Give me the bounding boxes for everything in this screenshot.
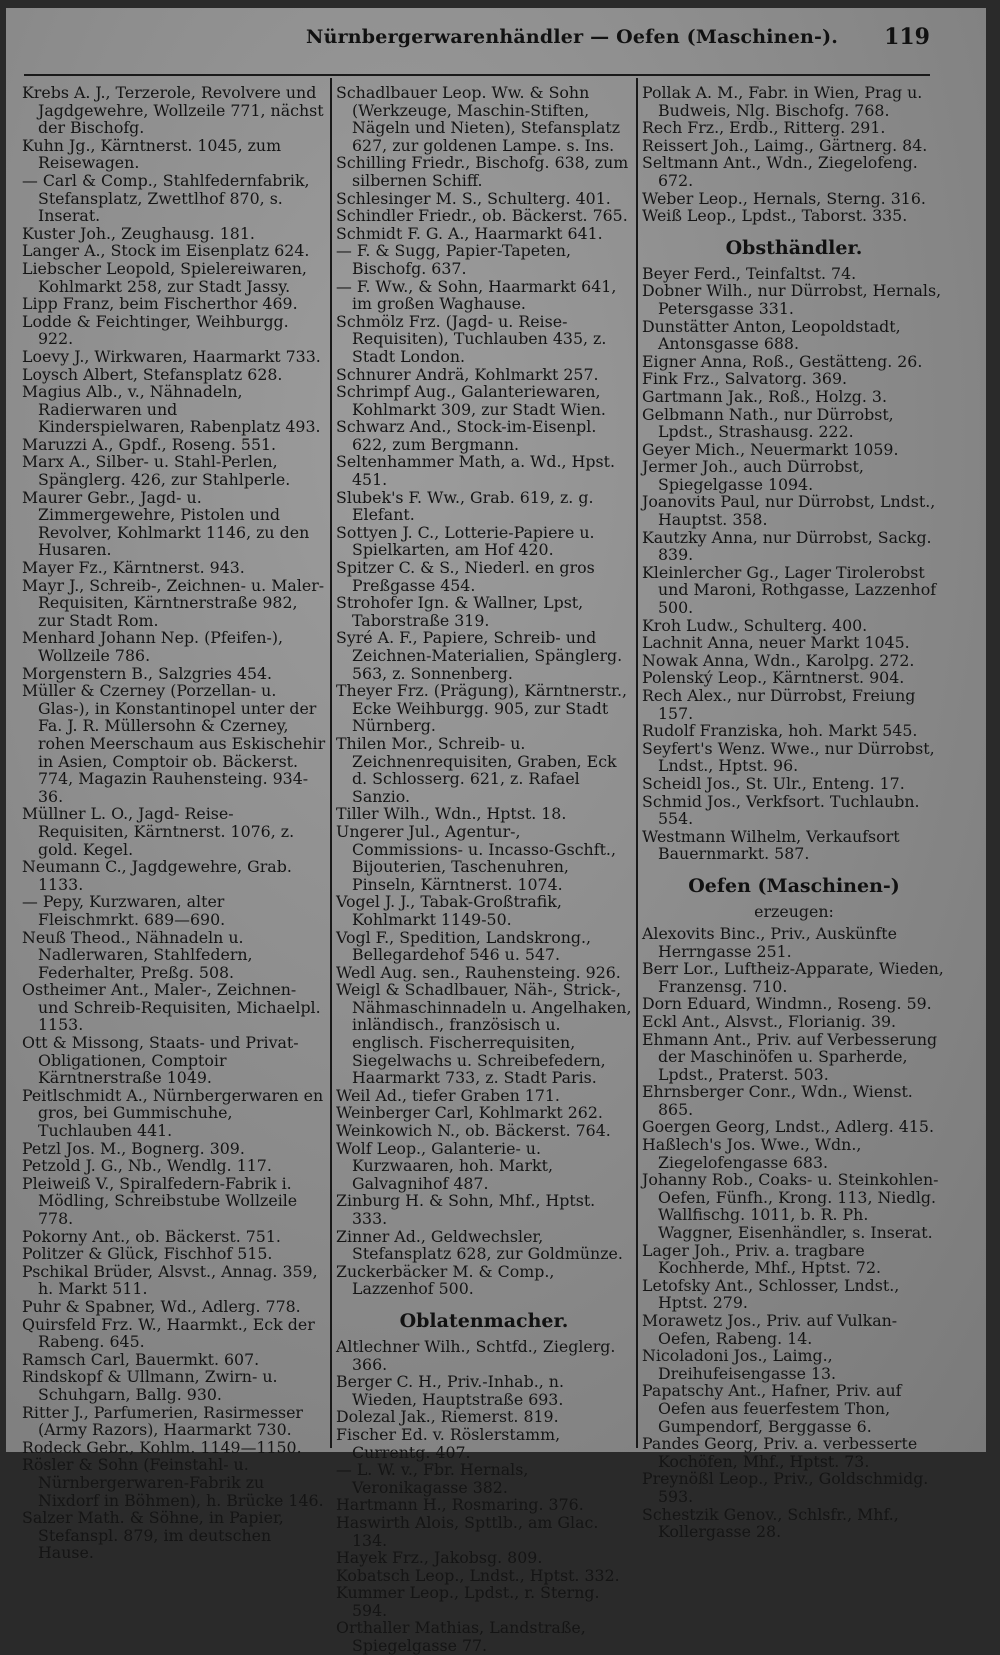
directory-entry: Orthaller Mathias, Landstraße, Spiegelgasse 77. (336, 1618, 586, 1655)
directory-entry: Magius Alb., v., Nähnadeln, Radierwaren und Kinderspielwaren, Rabenplatz 493. (22, 382, 321, 437)
directory-entry: Lager Joh., Priv. a. tragbare Kochherde, Mhf., Hptst. 72. (642, 1240, 882, 1278)
directory-entry: Schwarz And., Stock-im-Eisenpl. 622, zum Bergmann. (336, 417, 597, 454)
directory-entry: Papatschy Ant., Hafner, Priv. auf Oefen aus feuerfestem Thon, Gumpendorf, Berggasse 6. (642, 1381, 902, 1436)
directory-entry: Ehrnsberger Conr., Wdn., Wienst. 865. (642, 1082, 913, 1119)
directory-entry: Marx A., Silber- u. Stahl-Perlen, Spänglerg. 426, zur Stahlperle. (22, 452, 291, 490)
directory-entry: Langer A., Stock im Eisenplatz 624. (22, 241, 310, 261)
section-heading: Oblatenmacher. (399, 1309, 569, 1332)
column-divider (330, 78, 332, 1448)
directory-entry: Vogel J. J., Tabak-Großtrafik, Kohlmarkt 1149-50. (336, 892, 562, 929)
directory-entry: Weber Leop., Hernals, Sterng. 316. (642, 188, 926, 208)
directory-entry: Neumann C., Jagdgewehre, Grab. 1133. (22, 857, 292, 894)
directory-entry: Dobner Wilh., nur Dürrobst, Hernals, Petersgasse 331. (642, 281, 942, 318)
directory-entry: — Carl & Comp., Stahlfedernfabrik, Stefansplatz, Zwettlhof 870, s. Inserat. (22, 170, 310, 226)
directory-entry: Seyfert's Wenz. Wwe., nur Dürrobst, Lndst., Hptst. 96. (642, 738, 935, 776)
directory-entry: Petzold J. G., Nb., Wendlg. 117. (22, 1156, 272, 1176)
directory-entry: Schindler Friedr., ob. Bäckerst. 765. (336, 206, 628, 226)
column-3 (642, 83, 946, 1542)
directory-entry: Morawetz Jos., Priv. auf Vulkan-Oefen, Rabeng. 14. (642, 1311, 898, 1348)
directory-entry: Ungerer Jul., Agentur-, Commissions- u. Incasso-Gschft., Bijouterien, Taschenuhren, Pinseln, Kärntnerst. 1074. (336, 821, 616, 894)
directory-entry: Syré A. F., Papiere, Schreib- und Zeichnen-Materialien, Spänglerg. 563, z. Sonnenberg. (336, 628, 623, 683)
page-header (6, 22, 986, 56)
directory-page (6, 8, 986, 1655)
directory-entry: Kummer Leop., Lpdst., r. Sterng. 594. (336, 1583, 600, 1620)
directory-entry: Weiß Leop., Lpdst., Taborst. 335. (642, 206, 908, 226)
directory-entry: Dunstätter Anton, Leopoldstadt, Antonsgasse 688. (642, 316, 901, 354)
column-divider (636, 78, 638, 1448)
directory-entry: Weinberger Carl, Kohlmarkt 262. (336, 1103, 603, 1123)
directory-entry: Gartmann Jak., Roß., Holzg. 3. (642, 386, 887, 406)
directory-entry: Ostheimer Ant., Maler-, Zeichnen- und Schreib-Requisiten, Michaelpl. 1153. (22, 980, 321, 1035)
directory-entry: Schmid Jos., Verkfsort. Tuchlaubn. 554. (642, 791, 920, 829)
directory-entry: Schrimpf Aug., Galanteriewaren, Kohlmarkt 309, zur Stadt Wien. (336, 382, 606, 419)
directory-entry: Ehmann Ant., Priv. auf Verbesserung der Maschinöfen u. Sparherde, Lpdst., Praterst. 503. (642, 1029, 938, 1084)
directory-entry: Müllner L. O., Jagd- Reise- Requisiten, Kärntnerst. 1076, z. gold. Kegel. (22, 804, 295, 859)
directory-entry: — F. & Sugg, Papier-Tapeten, Bischofg. 637. (336, 241, 571, 278)
directory-entry: Ott & Missong, Staats- und Privat-Obligationen, Comptoir Kärntnerstraße 1049. (22, 1033, 299, 1088)
directory-entry: Ramsch Carl, Bauermkt. 607. (22, 1349, 260, 1369)
directory-entry: Seltenhammer Math, a. Wd., Hpst. 451. (336, 452, 615, 490)
directory-entry: Johanny Rob., Coaks- u. Steinkohlen-Oefen, Fünfh., Krong. 113, Niedlg. Wallfischg. 1011, b. R. Ph. Waggner, Eisenhändler, s. Inserat. (642, 1170, 939, 1243)
directory-entry: Lipp Franz, beim Fischerthor 469. (22, 294, 298, 314)
directory-entry: Loevy J., Wirkwaren, Haarmarkt 733. (22, 346, 321, 366)
directory-entry: — L. W. v., Fbr. Hernals, Veronikagasse 382. (336, 1460, 529, 1497)
page-number: 119 (884, 24, 930, 50)
directory-entry: Altlechner Wilh., Schtfd., Zieglerg. 366. (336, 1336, 616, 1374)
directory-entry: Krebs A. J., Terzerole, Revolvere und Jagdgewehre, Wollzeile 771, nächst der Bischofg. (22, 83, 324, 138)
directory-entry: Pollak A. M., Fabr. in Wien, Prag u. Budweis, Nlg. Bischofg. 768. (642, 83, 923, 120)
directory-entry: Slubek's F. Ww., Grab. 619, z. g. Elefant. (336, 487, 594, 525)
directory-entry: Nowak Anna, Wdn., Karolpg. 272. (642, 650, 915, 670)
directory-entry: Salzer Math. & Söhne, in Papier, Stefanspl. 879, im deutschen Hause. (22, 1508, 284, 1563)
directory-entry: Westmann Wilhelm, Verkaufsort Bauernmarkt. 587. (642, 826, 900, 864)
directory-entry: Loysch Albert, Stefansplatz 628. (22, 364, 283, 384)
directory-entry: Letofsky Ant., Schlosser, Lndst., Hptst. 279. (642, 1275, 900, 1313)
directory-entry: Scheidl Jos., St. Ulr., Enteng. 17. (642, 773, 905, 793)
directory-entry: Lachnit Anna, neuer Markt 1045. (642, 633, 910, 653)
directory-entry: Schmidt F. G. A., Haarmarkt 641. (336, 223, 603, 243)
directory-entry: Weinkowich N., ob. Bäckerst. 764. (336, 1121, 611, 1141)
section-subheading: erzeugen: (754, 901, 834, 921)
column-2 (336, 83, 632, 1655)
directory-entry: Schmölz Frz. (Jagd- u. Reise-Requisiten), Tuchlauben 435, z. Stadt London. (336, 311, 607, 366)
directory-entry: Hartmann H., Rosmaring. 376. (336, 1495, 584, 1515)
directory-entry: Hayek Frz., Jakobsg. 809. (336, 1548, 543, 1568)
directory-entry: Pleiweiß V., Spiralfedern-Fabrik i. Mödling, Schreibstube Wollzeile 778. (22, 1173, 298, 1228)
section-heading: Obsthändler. (725, 236, 863, 259)
directory-entry: Zinburg H. & Sohn, Mhf., Hptst. 333. (336, 1191, 596, 1228)
directory-entry: — Pepy, Kurzwaren, alter Fleischmrkt. 689—690. (22, 892, 226, 929)
directory-entry: Wedl Aug. sen., Rauhensteing. 926. (336, 962, 621, 982)
directory-entry: Politzer & Glück, Fischhof 515. (22, 1244, 273, 1264)
directory-entry: Dolezal Jak., Riemerst. 819. (336, 1407, 559, 1427)
directory-entry: Schilling Friedr., Bischofg. 638, zum silbernen Schiff. (336, 153, 629, 190)
directory-entry: Quirsfeld Frz. W., Haarmkt., Eck der Rabeng. 645. (22, 1314, 315, 1352)
directory-entry: Weigl & Schadlbauer, Näh-, Strick-, Nähmaschinnadeln u. Angelhaken, inländisch., französisch u. englisch. Fischerrequisiten, Siegelwachs u. Schreibefedern, Haarmarkt 733, z. Stadt Paris. (336, 980, 632, 1088)
directory-entry: Rech Alex., nur Dürrobst, Freiung 157. (642, 686, 916, 723)
directory-entry: Rudolf Franziska, hoh. Markt 545. (642, 721, 918, 741)
directory-entry: Morgenstern B., Salzgries 454. (22, 663, 273, 683)
directory-entry: Schnurer Andrä, Kohlmarkt 257. (336, 364, 599, 384)
directory-entry: Vogl F., Spedition, Landskrong., Bellegardehof 546 u. 547. (336, 927, 592, 965)
directory-entry: Joanovits Paul, nur Dürrobst, Lndst., Hauptst. 358. (642, 492, 936, 530)
directory-entry: Schadlbauer Leop. Ww. & Sohn (Werkzeuge, Maschin-Stiften, Nägeln und Nieten), Stefansplatz 627, zur goldenen Lampe. s. Ins. (336, 83, 621, 155)
directory-entry: Petzl Jos. M., Bognerg. 309. (22, 1138, 245, 1158)
directory-entry: Seltmann Ant., Wdn., Ziegelofeng. 672. (642, 153, 918, 190)
directory-entry: Haswirth Alois, Spttlb., am Glac. 134. (336, 1512, 599, 1550)
directory-entry: Schlesinger M. S., Schulterg. 401. (336, 188, 611, 208)
directory-entry: Reissert Joh., Laimg., Gärtnerg. 84. (642, 135, 928, 155)
directory-entry: Jermer Joh., auch Dürrobst, Spiegelgasse 1094. (642, 457, 864, 494)
directory-entry: Kobatsch Leop., Lndst., Hptst. 332. (336, 1565, 620, 1585)
directory-entry: Fischer Ed. v. Röslerstamm, Currentg. 407. (336, 1424, 561, 1462)
directory-entry: Mayer Fz., Kärntnerst. 943. (22, 558, 245, 578)
directory-entry: Kroh Ludw., Schulterg. 400. (642, 615, 868, 635)
section-heading: Oefen (Maschinen-) (688, 874, 900, 897)
directory-entry: Pschikal Brüder, Alsvst., Annag. 359, h. Markt 511. (22, 1261, 318, 1299)
directory-entry: Gelbmann Nath., nur Dürrobst, Lpdst., Strashausg. 222. (642, 404, 894, 442)
directory-entry: Rösler & Sohn (Feinstahl- u. Nürnbergerwaren-Fabrik zu Nixdorf in Böhmen), h. Brücke 146. (22, 1455, 324, 1510)
directory-entry: Schestzik Genov., Schlsfr., Mhf., Kollergasse 28. (642, 1504, 899, 1542)
directory-entry: Pokorny Ant., ob. Bäckerst. 751. (22, 1226, 281, 1246)
directory-entry: Pandes Georg, Priv. a. verbesserte Kochöfen, Mhf., Hptst. 73. (642, 1434, 918, 1471)
directory-entry: Sottyen J. C., Lotterie-Papiere u. Spielkarten, am Hof 420. (336, 522, 595, 560)
directory-entry: Liebscher Leopold, Spielereiwaren, Kohlmarkt 258, zur Stadt Jassy. (22, 258, 307, 296)
directory-entry: Polenský Leop., Kärntnerst. 904. (642, 668, 905, 688)
directory-entry: Maurer Gebr., Jagd- u. Zimmergewehre, Pistolen und Revolver, Kohlmarkt 1146, zu den Husaren. (22, 487, 310, 560)
directory-entry: Zuckerbäcker M. & Comp., Lazzenhof 500. (336, 1261, 555, 1299)
directory-entry: Menhard Johann Nep. (Pfeifen-), Wollzeile 786. (22, 628, 284, 665)
directory-entry: Kuhn Jg., Kärntnerst. 1045, zum Reisewagen. (22, 135, 282, 173)
directory-entry: Alexovits Binc., Priv., Auskünfte Herrngasse 251. (642, 923, 897, 961)
directory-entry: Spitzer C. & S., Niederl. en gros Preßgasse 454. (336, 558, 595, 595)
directory-entry: Preynößl Leop., Priv., Goldschmidg. 593. (642, 1469, 929, 1506)
directory-entry: Peitlschmidt A., Nürnbergerwaren en gros, bei Gummischuhe, Tuchlauben 441. (22, 1085, 324, 1141)
directory-entry: Lodde & Feichtinger, Weihburgg. 922. (22, 311, 289, 349)
directory-entry: Eckl Ant., Alsvst., Florianig. 39. (642, 1011, 897, 1031)
directory-entry: Rodeck Gebr., Kohlm. 1149—1150. (22, 1437, 302, 1457)
directory-entry: Thilen Mor., Schreib- u. Zeichnenrequisiten, Graben, Eck d. Schlosserg. 621, z. Rafael Sanzio. (336, 733, 617, 806)
directory-entry: Kleinlercher Gg., Lager Tirolerobst und Maroni, Rothgasse, Lazzenhof 500. (642, 562, 937, 618)
directory-entry: Berger C. H., Priv.-Inhab., n. Wieden, Hauptstraße 693. (336, 1372, 564, 1409)
directory-entry: Weil Ad., tiefer Graben 171. (336, 1085, 560, 1105)
directory-entry: Tiller Wilh., Wdn., Hptst. 18. (336, 804, 567, 824)
directory-entry: Dorn Eduard, Windmn., Roseng. 59. (642, 994, 932, 1014)
directory-entry: Strohofer Ign. & Wallner, Lpst, Taborstraße 319. (336, 593, 584, 630)
directory-entry: Theyer Frz. (Prägung), Kärntnerstr., Ecke Weihburgg. 905, zur Stadt Nürnberg. (336, 681, 628, 736)
directory-entry: Beyer Ferd., Teinfaltst. 74. (642, 263, 857, 283)
directory-entry: Kuster Joh., Zeughausg. 181. (22, 223, 255, 243)
directory-entry: — F. Ww., & Sohn, Haarmarkt 641, im großen Waghause. (336, 276, 617, 314)
directory-entry: Zinner Ad., Geldwechsler, Stefansplatz 628, zur Goldmünze. (336, 1226, 623, 1264)
directory-entry: Fink Frz., Salvatorg. 369. (642, 369, 848, 389)
directory-entry: Ritter J., Parfumerien, Rasirmesser (Army Razors), Haarmarkt 730. (22, 1402, 303, 1440)
directory-entry: Haßlech's Jos. Wwe., Wdn., Ziegelofengasse 683. (642, 1135, 862, 1172)
directory-entry: Wolf Leop., Galanterie- u. Kurzwaaren, hoh. Markt, Galvagnihof 487. (336, 1138, 553, 1193)
directory-entry: Geyer Mich., Neuermarkt 1059. (642, 439, 899, 459)
running-title: Nürnbergerwarenhändler — Oefen (Maschinen-). (306, 26, 839, 48)
column-1 (22, 83, 326, 1563)
directory-entry: Rindskopf & Ullmann, Zwirn- u. Schuhgarn, Ballg. 930. (22, 1367, 278, 1404)
directory-entry: Mayr J., Schreib-, Zeichnen- u. Maler-Requisiten, Kärntnerstraße 982, zur Stadt Rom. (22, 575, 325, 630)
directory-entry: Neuß Theod., Nähnadeln u. Nadlerwaren, Stahlfedern, Federhalter, Preßg. 508. (22, 927, 253, 982)
directory-entry: Kautzky Anna, nur Dürrobst, Sackg. 839. (642, 527, 932, 565)
directory-entry: Puhr & Spabner, Wd., Adlerg. 778. (22, 1296, 301, 1316)
directory-entry: Maruzzi A., Gpdf., Roseng. 551. (22, 434, 277, 454)
directory-entry: Eigner Anna, Roß., Gestätteng. 26. (642, 351, 923, 371)
directory-entry: Müller & Czerney (Porzellan- u. Glas-), in Konstantinopel unter der Fa. J. R. Müllersohn & Czerney, rohen Meerschaum aus Eskischehir in Asien, Comptoir ob. Bäckerst. 774, Magazin Rauhensteing. 934-36. (22, 681, 326, 806)
directory-entry: Rech Frz., Erdb., Ritterg. 291. (642, 118, 886, 138)
directory-entry: Goergen Georg, Lndst., Adlerg. 415. (642, 1117, 934, 1137)
directory-entry: Berr Lor., Luftheiz-Apparate, Wieden, Franzensg. 710. (642, 959, 944, 996)
header-rule (24, 74, 930, 76)
directory-entry: Nicoladoni Jos., Laimg., Dreihufeisengasse 13. (642, 1346, 837, 1383)
